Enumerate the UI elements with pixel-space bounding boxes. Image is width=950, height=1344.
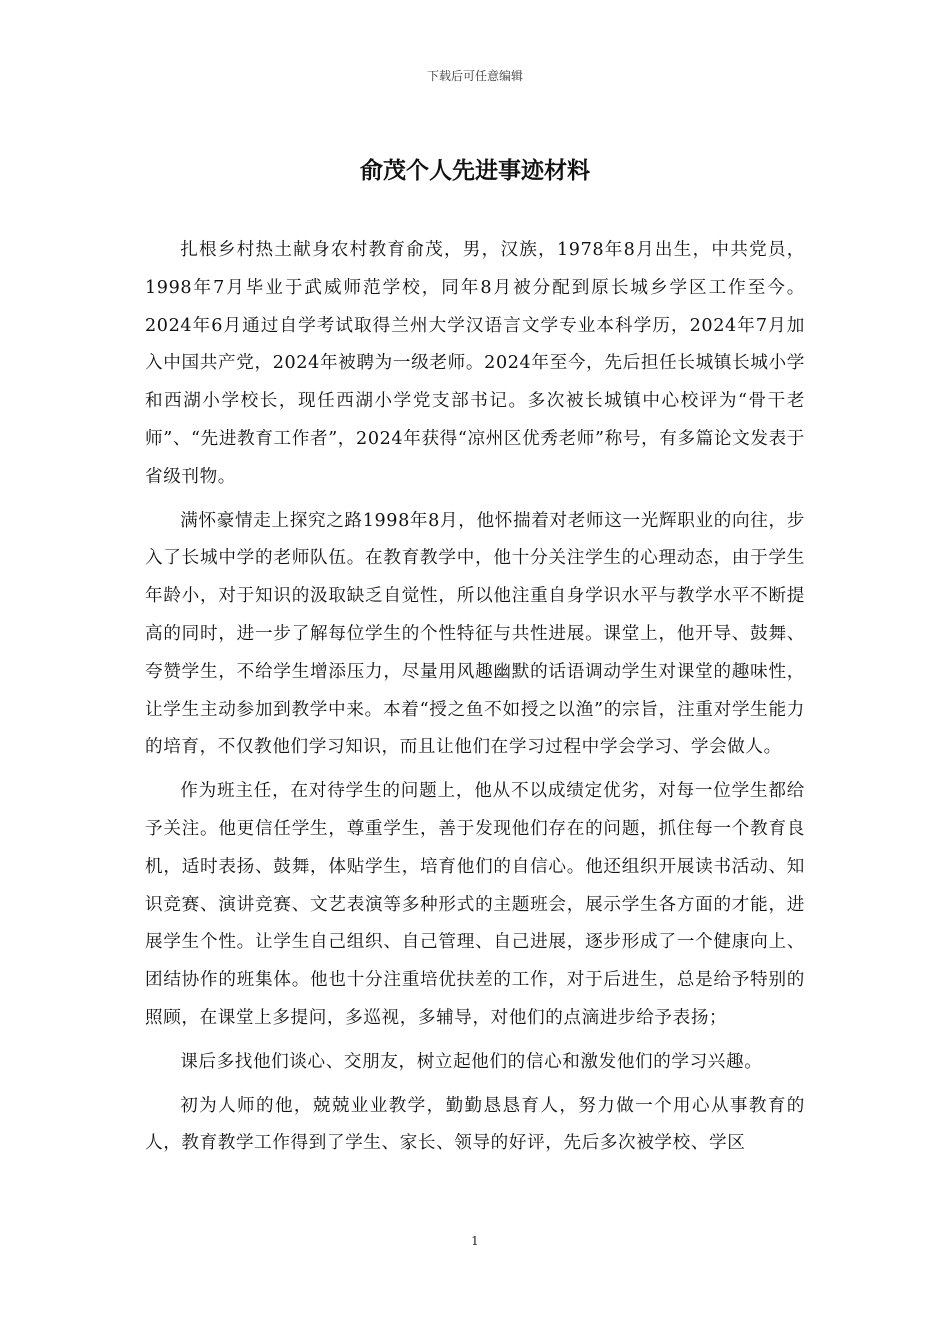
document-body bbox=[145, 232, 805, 1169]
paragraph-3: 作为班主任，在对待学生的问题上，他从不以成绩定优劣，对每一位学生都给予关注。他更信任学生，尊重学生，善于发现他们存在的问题，抓住每一个教育良机，适时表扬、鼓舞，体贴学生，培育他们的自信心。他还组织开展读书活动、知识竞赛、演讲竞赛、文艺表演等多种形式的主题班会，展示学生各方面的才能，进展学生个性。让学生自己组织、自己管理、自己进展，逐步形成了一个健康向上、团结协作的班集体。他也十分注重培优扶差的工作，对于后进生，总是给予特别的照顾，在课堂上多提问，多巡视，多辅导，对他们的点滴进步给予表扬； bbox=[145, 781, 805, 1028]
paragraph-1: 扎根乡村热土献身农村教育俞茂，男，汉族，1978年8月出生，中共党员，1998年7月毕业于武威师范学校，同年8月被分配到原长城乡学区工作至今。2024年6月通过自学考试取得兰州大学汉语言文学专业本科学历，2024年7月加入中国共产党，2024年被聘为一级老师。2024年至今，先后担任长城镇长城小学和西湖小学校长，现任西湖小学党支部书记。多次被长城镇中心校评为“骨干老师”、“先进教育工作者”，2024年获得“凉州区优秀老师”称号，有多篇论文发表于省级刊物。 bbox=[145, 240, 805, 487]
document-title: 俞茂个人先进事迹材料 bbox=[360, 157, 590, 184]
page-header-note: 下载后可任意编辑 bbox=[426, 69, 523, 83]
paragraph-4: 课后多找他们谈心、交朋友，树立起他们的信心和激发他们的学习兴趣。 bbox=[180, 1051, 763, 1072]
page-number: 1 bbox=[471, 1234, 479, 1248]
paragraph-2: 满怀豪情走上探究之路1998年8月，他怀揣着对老师这一光辉职业的向往，步入了长城中学的老师队伍。在教育教学中，他十分关注学生的心理动态，由于学生年龄小，对于知识的汲取缺乏自觉性，所以他注重自身学识水平与教学水平不断提高的同时，进一步了解每位学生的个性特征与共性进展。课堂上，他开导、鼓舞、夸赞学生，不给学生增添压力，尽量用风趣幽默的话语调动学生对课堂的趣味性，让学生主动参加到教学中来。本着“授之鱼不如授之以渔”的宗旨，注重对学生能力的培育，不仅教他们学习知识，而且让他们在学习过程中学会学习、学会做人。 bbox=[145, 510, 805, 758]
paragraph-5: 初为人师的他，兢兢业业教学，勤勤恳恳育人，努力做一个用心从事教育的人，教育教学工作得到了学生、家长、领导的好评，先后多次被学校、学区 bbox=[145, 1095, 805, 1154]
